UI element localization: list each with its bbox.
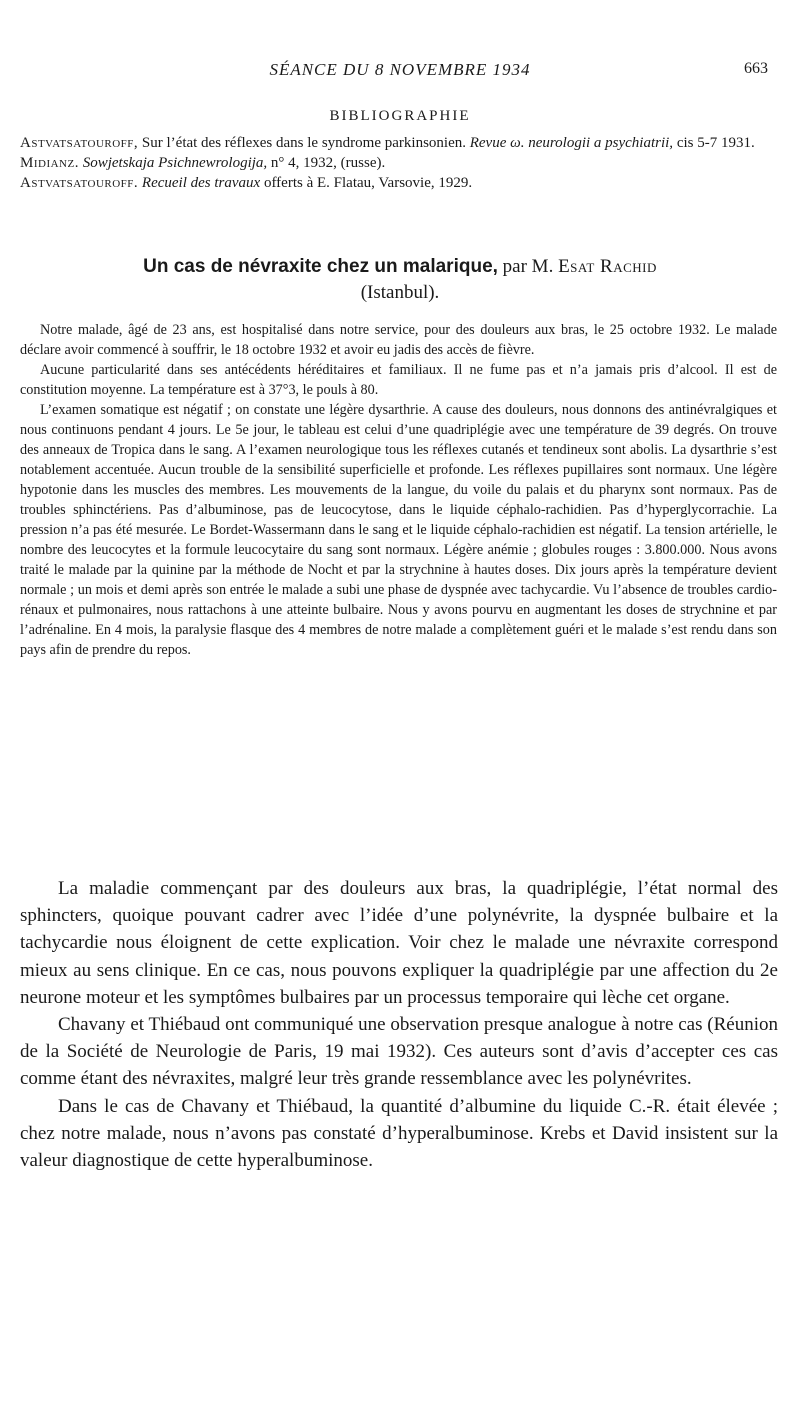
page-number: 663 (744, 60, 768, 77)
bibliography-entry (20, 153, 775, 173)
entry-text: Sur l’état des réflexes dans le syndrome parkinsonien. (138, 135, 470, 151)
entry-tail: offerts à E. Flatau, Varsovie, 1929. (260, 175, 473, 191)
entry-source: Revue ω. neurologii a psychiatrii, (469, 135, 674, 151)
bibliography-entry (20, 133, 775, 153)
article-title-by: par M. (497, 256, 559, 277)
entry-tail: cis 5-7 1931. (673, 135, 755, 151)
case-paragraph: Aucune particularité dans ses antécédents héréditaires et familiaux. Il ne fume pas et n’a jamais pris d’alcool. Il est de constitution moyenne. La température est à 37°3, le pouls à 80. (20, 362, 777, 398)
discussion-paragraph: Dans le cas de Chavany et Thiébaud, la quantité d’albumine du liquide C.-R. était élevée ; chez notre malade, nous n’avons pas constaté d’hyperalbuminose. Krebs et David insistent sur la valeur diagnostique de cette hyperalbuminose. (20, 1095, 778, 1172)
entry-tail: n° 4, 1932, (russe). (267, 155, 386, 171)
article-title-text: Un cas de névraxite chez un malarique, (143, 256, 498, 277)
entry-author: Midianz. (20, 155, 79, 171)
bibliography-heading: BIBLIOGRAPHIE (329, 108, 471, 124)
article-location: (Istanbul). (360, 282, 440, 303)
entry-source: Recueil des travaux (141, 175, 261, 191)
entry-author: Astvatsatouroff, (20, 135, 139, 151)
bibliography-list (20, 133, 775, 193)
entry-source: Sowjetskaja Psichnewrologija, (82, 155, 268, 171)
case-paragraph: Notre malade, âgé de 23 ans, est hospitalisé dans notre service, pour des douleurs aux bras, le 25 octobre 1932. Le malade déclare avoir commencé à souffrir, le 18 octobre 1932 et avoir eu jadis des accès de fièvre. (20, 322, 777, 358)
running-title: SÉANCE DU 8 NOVEMBRE 1934 (269, 60, 531, 79)
entry-author: Astvatsatouroff. (20, 175, 139, 191)
case-paragraph: L’examen somatique est négatif ; on constate une légère dysarthrie. A cause des douleurs, nous donnons des antinévralgiques et nous continuons pendant 4 jours. Le 5e jour, le tableau est celui d’une quadriplégie avec une température de 39 degrés. On trouve des anneaux de Tropica dans le sang. A l’examen neurologique tous les réflexes cutanés et tendineux sont abolis. La dysarthrie s’est notablement accentuée. Aucun trouble de la sensibilité superficielle et profonde. Les réflexes pupillaires sont normaux. Une légère hypotonie dans les muscles des membres. Les mouvements de la langue, du voile du palais et du pharynx sont normaux. Pas de troubles sphinctériens. Pas d’albuminose, pas de leucocytose, dans le liquide céphalo-rachidien. Pas d’hyperglycorrachie. La pression n’a pas été mesurée. Le Bordet-Wassermann dans le sang et le liquide céphalo-rachidien est négatif. La tension artérielle, le nombre des leucocytes et la formule leucocytaire du sang sont normaux. Légère anémie ; globules rouges : 3.800.000. Nous avons traité le malade par la quinine par la méthode de Nocht et par la strychnine à hautes doses. Dix jours après la température devient normale ; un mois et demi après son entrée le malade a subi une phase de dyspnée avec tachycardie. Vu l’absence de troubles cardio-rénaux et pulmonaires, nous rattachons à une atteinte bulbaire. Nous y avons pourvu en augmentant les doses de strychnine et par l’adrénaline. En 4 mois, la paralysie flasque des 4 membres de notre malade a complètement guéri et le malade s’est rendu dans son pays afin de prendre du repos. (20, 402, 777, 658)
running-header (0, 60, 800, 82)
discussion-paragraph: La maladie commençant par des douleurs aux bras, la quadriplégie, l’état normal des sphincters, quoique pouvant cadrer avec l’idée d’une polynévrite, la dyspnée bulbaire et la tachycardie nous éloignent de cette explication. Voir chez le malade une névraxite correspond mieux au sens clinique. En ce cas, nous pouvons expliquer la quadriplégie par une affection du 2e neurone moteur et les symptômes bulbaires par un processus temporaire qui lèche cet organe. (20, 878, 778, 1008)
discussion (20, 875, 778, 1174)
discussion-paragraph: Chavany et Thiébaud ont communiqué une observation presque analogue à notre cas (Réunion de la Société de Neurologie de Paris, 19 mai 1932). Ces auteurs sont d’avis d’accepter ces cas comme étant des névraxites, malgré leur très grande ressemblance avec les polynévrites. (20, 1014, 778, 1090)
article-title (0, 254, 800, 306)
bibliography-entry (20, 173, 775, 193)
case-report (20, 320, 777, 660)
article-author: Esat Rachid (558, 256, 657, 277)
